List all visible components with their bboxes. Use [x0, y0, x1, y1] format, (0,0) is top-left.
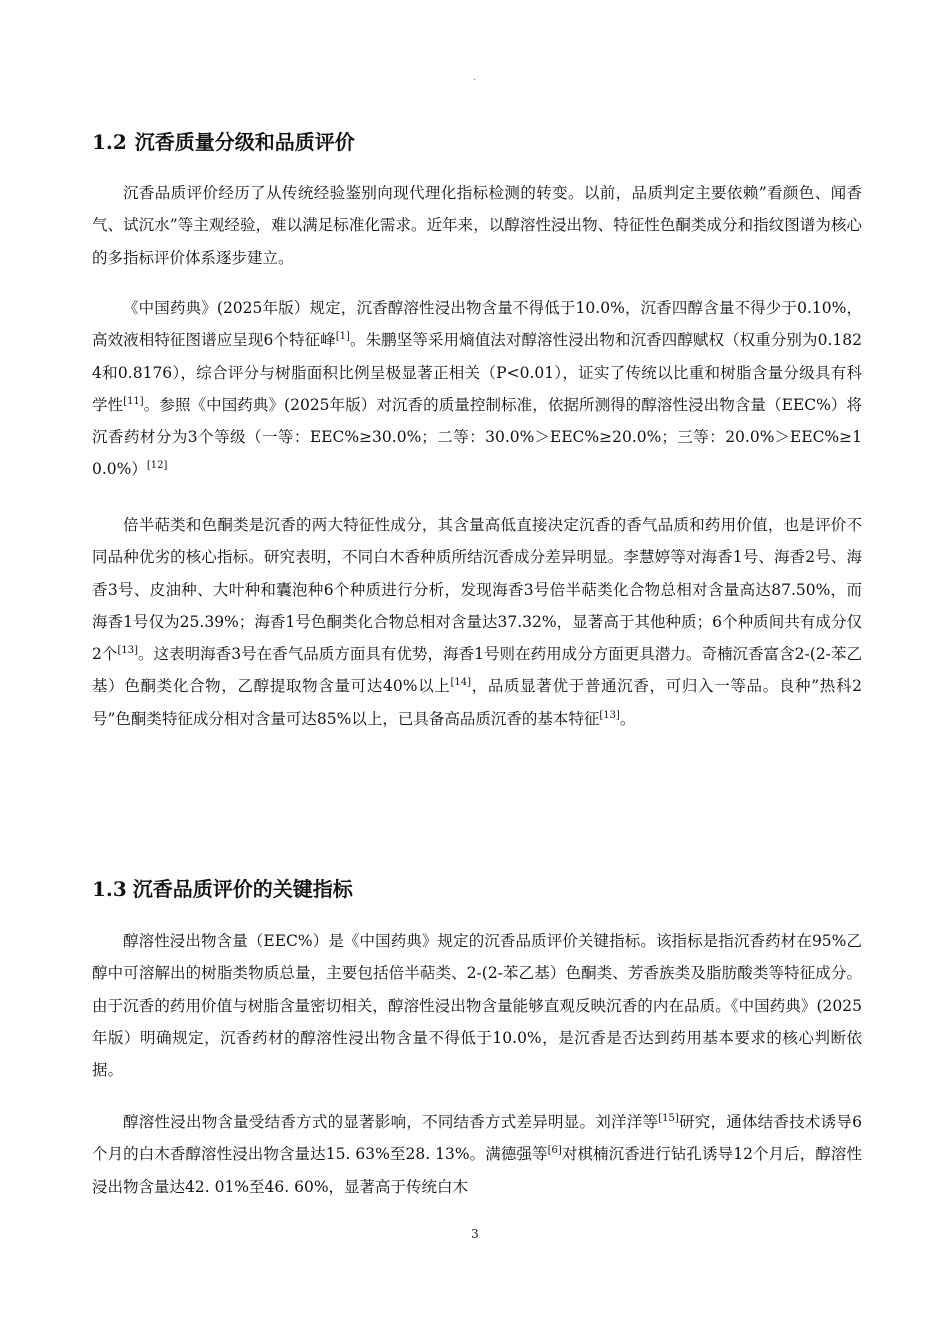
citation-reference: [6] [547, 1145, 562, 1157]
section-number: 1.2 [92, 130, 127, 154]
citation-reference: [15] [658, 1113, 679, 1124]
paragraph-text: 醇溶性浸出物含量（EEC%）是《中国药典》规定的沉香品质评价关键指标。该指标是指沉香药材在95%乙醇中可溶解出的树脂类物质总量，主要包括倍半萜类、2-(2-苯乙基）色酮类、芳香族类及脂肪酸类等特征成分。由于沉香的药用价值与树脂含量密切相关，醇溶性浸出物含量能够直观反映沉香的内在品质。《中国药典》(2025年版）明确规定，沉香药材的醇溶性浸出物含量不得低于10.0%，是沉香是否达到药用基本要求的核心判断依据。 [92, 932, 862, 1080]
citation-reference: [13] [599, 709, 620, 721]
section-heading-1-2 [92, 126, 355, 155]
paragraph-text: 研究，通体结香技术诱导6个月的白木香醇溶性浸出物含量达15. 63%至28. 13%。满德强等 [92, 1113, 862, 1164]
paragraph-text: 醇溶性浸出物含量受结香方式的显著影响，不同结香方式差异明显。刘洋洋等 [123, 1113, 659, 1131]
header-dot: . [473, 72, 477, 83]
paragraph-text: 倍半萜类和色酮类是沉香的两大特征性成分，其含量高低直接决定沉香的香气品质和药用价值，也是评价不同品种优劣的核心指标。研究表明，不同白木香种质所结沉香成分差异明显。李慧婷等对海香1号、海香2号、海香3号、皮油种、大叶种和囊泡种6个种质进行分析，发现海香3号倍半萜类化合物总相对含量高达87.50%，而海香1号仅为25.39%；海香1号色酮类化合物总相对含量达37.32%，显著高于其他种质；6个种质间共有成分仅2个 [92, 516, 862, 664]
paragraph [92, 509, 862, 735]
section-title: 沉香质量分级和品质评价 [134, 130, 355, 154]
paragraph-text: 对棋楠沉香进行钻孔诱导12个月后，醇溶性浸出物含量达42. 01%至46. 60%，显著高于传统白木 [92, 1145, 862, 1196]
paragraph-text: 《中国药典》(2025年版）规定，沉香醇溶性浸出物含量不得低于10.0%，沉香四醇含量不得少于0.10%，高效液相特征图谱应呈现6个特征峰 [92, 299, 862, 350]
section-heading-1-3 [92, 873, 353, 902]
citation-reference: [11] [123, 395, 144, 407]
citation-reference: [13] [117, 645, 138, 657]
paragraph-text: 沉香品质评价经历了从传统经验鉴别向现代理化指标检测的转变。以前，品质判定主要依赖”看颜色、闻香气、试沉水”等主观经验，难以满足标准化需求。近年来，以醇溶性浸出物、特征性色酮类成分和指纹图谱为核心的多指标评价体系逐步建立。 [92, 184, 862, 267]
paragraph-text: 。参照《中国药典》(2025年版）对沉香的质量控制标准，依据所测得的醇溶性浸出物含量（EEC%）将沉香药材分为3个等级（一等：EEC%≥30.0%；二等：30.0%＞EEC%≥20.0%；三等：20.0%＞EEC%≥10.0%） [92, 395, 862, 479]
paragraph-text: 。 [619, 709, 636, 728]
section-number: 1.3 [92, 877, 127, 901]
paragraph [92, 925, 862, 1086]
paragraph-text: ，品质显著优于普通沉香，可归入一等品。良种”热科2号”色酮类特征成分相对含量可达85%以上，已具备高品质沉香的基本特征 [92, 677, 862, 728]
paragraph [92, 1106, 862, 1203]
citation-reference: [12] [146, 460, 168, 472]
section-title: 沉香品质评价的关键指标 [132, 877, 353, 901]
paragraph [92, 292, 862, 486]
paragraph-text: 。朱鹏坚等采用熵值法对醇溶性浸出物和沉香四醇赋权（权重分别为0.1824和0.8176），综合评分与树脂面积比例呈极显著正相关（P<0.01），证实了传统以比重和树脂含量分级具有科学性 [92, 331, 862, 414]
citation-reference: [14] [450, 677, 472, 689]
page-number: 3 [471, 1227, 479, 1241]
paragraph [92, 177, 862, 274]
citation-reference: [1] [335, 331, 350, 343]
paragraph-text: 。这表明海香3号在香气品质方面具有优势，海香1号则在药用成分方面更具潜力。奇楠沉香富含2-(2-苯乙基）色酮类化合物，乙醇提取物含量可达40%以上 [92, 645, 862, 696]
